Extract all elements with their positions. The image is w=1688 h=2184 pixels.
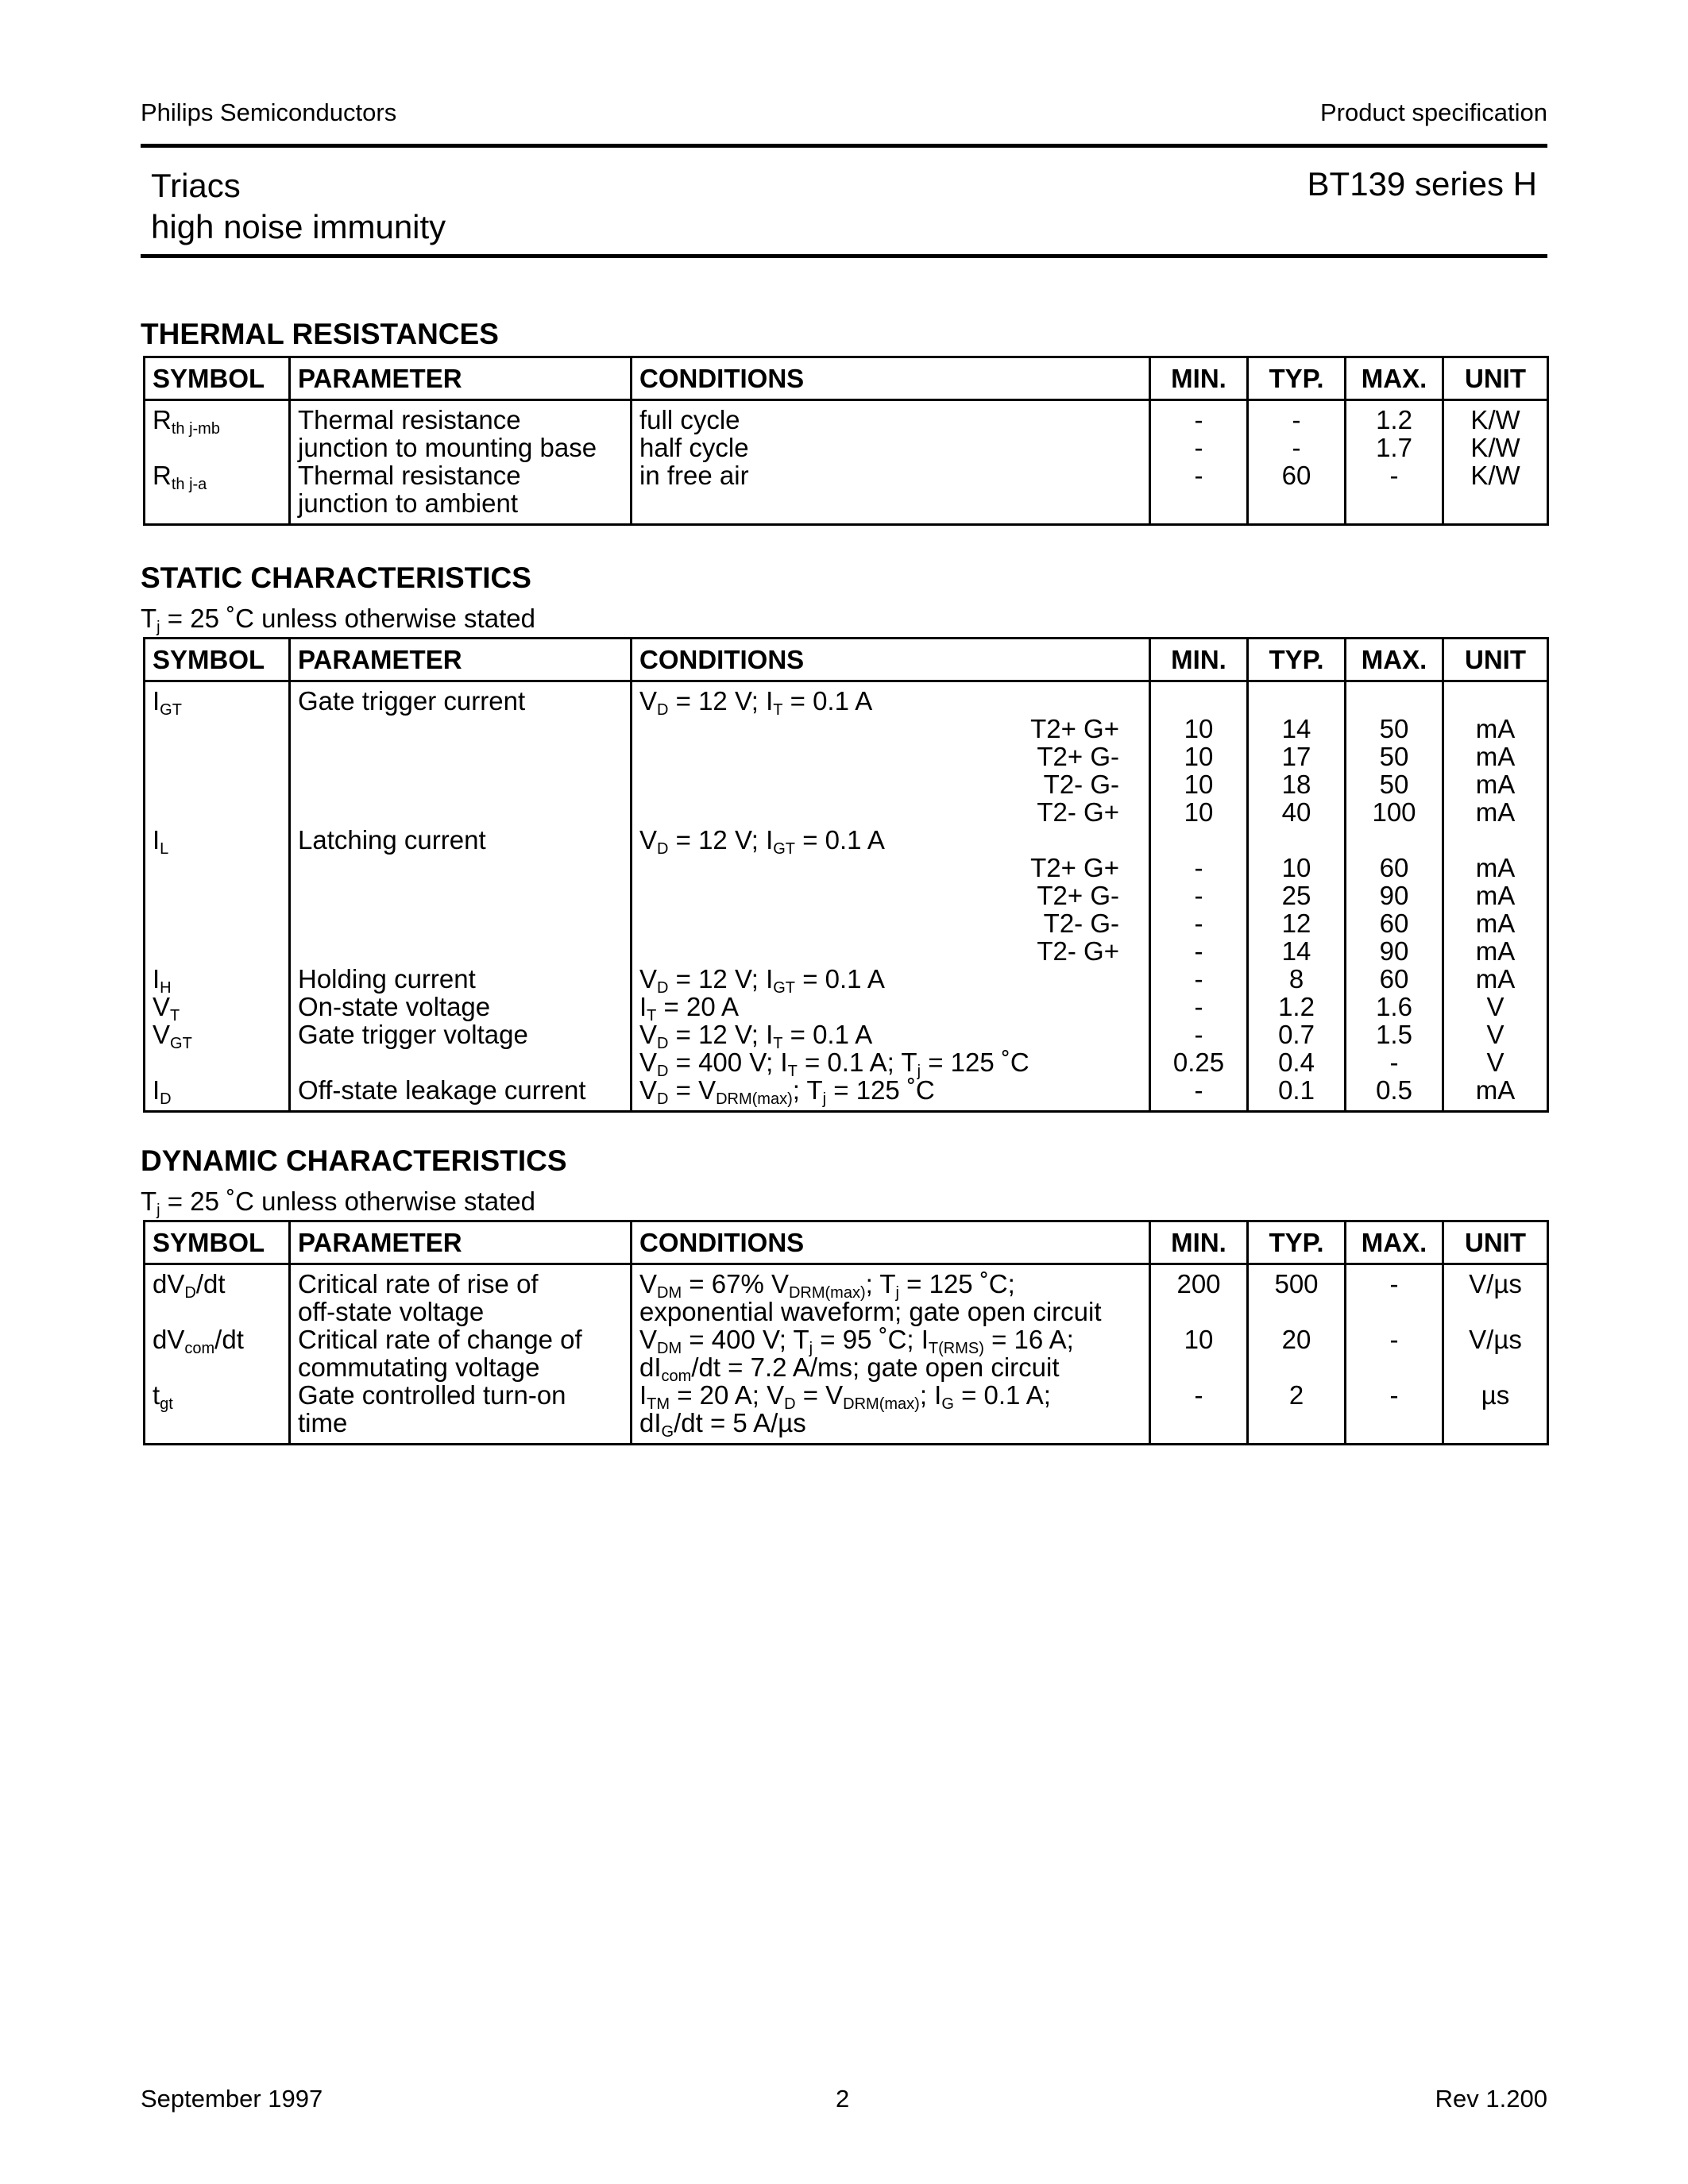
header-company: Philips Semiconductors: [141, 98, 397, 126]
typ-cell: 8: [1248, 965, 1346, 993]
typ-cell: 20: [1248, 1325, 1346, 1381]
unit-cell: mA mA mA mA: [1443, 681, 1548, 827]
unit-cell: µs: [1443, 1381, 1548, 1445]
table-row: [145, 461, 1548, 525]
symbol-cell: $I_L$: [145, 826, 290, 965]
title-line-1: Triacs: [151, 167, 241, 204]
table-row: [145, 1325, 1548, 1381]
min-cell: -: [1150, 1076, 1248, 1112]
table-row: [145, 993, 1548, 1021]
symbol-cell: $V_{GT}$: [145, 1021, 290, 1076]
conditions-cell: in free air: [632, 461, 1150, 525]
max-cell: 60: [1346, 965, 1443, 993]
symbol-cell: $V_T$: [145, 993, 290, 1021]
unit-cell: V: [1443, 993, 1548, 1021]
parameter-cell: Critical rate of change of commutating voltage: [290, 1325, 632, 1381]
parameter-cell: Gate trigger current: [290, 681, 632, 827]
thermal-table: [143, 356, 1549, 526]
symbol-cell: $dV_D/dt$: [145, 1264, 290, 1326]
col-typ: TYP.: [1248, 357, 1346, 400]
thermal-section-title: THERMAL RESISTANCES: [141, 318, 499, 350]
typ-cell: 0.1: [1248, 1076, 1346, 1112]
unit-cell: V/µs: [1443, 1325, 1548, 1381]
table-row: [145, 1264, 1548, 1326]
symbol-cell: $R_{th j-mb}$: [145, 400, 290, 462]
table-row: [145, 1381, 1548, 1445]
min-cell: -: [1150, 461, 1248, 525]
col-parameter: PARAMETER: [290, 1221, 632, 1264]
unit-cell: K/W K/W: [1443, 400, 1548, 462]
parameter-cell: On-state voltage: [290, 993, 632, 1021]
footer-page-number: 2: [836, 2085, 850, 2113]
typ-cell: 0.7 0.4: [1248, 1021, 1346, 1076]
dynamic-section-title: DYNAMIC CHARACTERISTICS: [141, 1144, 567, 1177]
col-unit: UNIT: [1443, 639, 1548, 681]
min-cell: 10: [1150, 1325, 1248, 1381]
max-cell: 0.5: [1346, 1076, 1443, 1112]
parameter-cell: Critical rate of rise of off-state voltage: [290, 1264, 632, 1326]
table-row: [145, 400, 1548, 462]
min-cell: 200: [1150, 1264, 1248, 1326]
typ-cell: 60: [1248, 461, 1346, 525]
parameter-cell: Thermal resistance junction to mounting base: [290, 400, 632, 462]
conditions-cell: $V_D = V_{DRM(max)}$; $T_j = 125$ ˚C: [632, 1076, 1150, 1112]
header-rule: [141, 144, 1547, 148]
symbol-cell: $dV_{com}/dt$: [145, 1325, 290, 1381]
typ-cell: 14 17 18 40: [1248, 681, 1346, 827]
parameter-cell: Gate controlled turn-on time: [290, 1381, 632, 1445]
table-header-row: [145, 639, 1548, 681]
title-rule: [141, 254, 1547, 258]
col-symbol: SYMBOL: [145, 639, 290, 681]
unit-cell: V V: [1443, 1021, 1548, 1076]
quadrant-list: T2+ G+ T2+ G- T2- G- T2- G+: [1030, 853, 1119, 966]
max-cell: -: [1346, 1381, 1443, 1445]
conditions-cell: $V_D = 12$ V; $I_{GT} = 0.1$ A: [632, 965, 1150, 993]
static-section-title: STATIC CHARACTERISTICS: [141, 561, 531, 594]
col-max: MAX.: [1346, 639, 1443, 681]
title-line-2: high noise immunity: [151, 208, 446, 245]
min-cell: -: [1150, 1381, 1248, 1445]
header-doc-type: Product specification: [1319, 98, 1547, 126]
typ-cell: 500: [1248, 1264, 1346, 1326]
table-header-row: [145, 1221, 1548, 1264]
col-parameter: PARAMETER: [290, 639, 632, 681]
col-min: MIN.: [1150, 357, 1248, 400]
max-cell: -: [1346, 1264, 1443, 1326]
footer-revision: Rev 1.200: [1435, 2085, 1547, 2113]
part-number: BT139 series H: [1307, 165, 1537, 203]
col-symbol: SYMBOL: [145, 1221, 290, 1264]
col-parameter: PARAMETER: [290, 357, 632, 400]
max-cell: 1.6: [1346, 993, 1443, 1021]
table-header-row: [145, 357, 1548, 400]
typ-cell: - -: [1248, 400, 1346, 462]
col-typ: TYP.: [1248, 639, 1346, 681]
table-row: [145, 1076, 1548, 1112]
symbol-cell: $t_{gt}$: [145, 1381, 290, 1445]
quadrant-list: T2+ G+ T2+ G- T2- G- T2- G+: [1030, 714, 1119, 827]
typ-cell: 2: [1248, 1381, 1346, 1445]
symbol-cell: $R_{th j-a}$: [145, 461, 290, 525]
col-typ: TYP.: [1248, 1221, 1346, 1264]
col-max: MAX.: [1346, 357, 1443, 400]
dynamic-table: [143, 1220, 1549, 1445]
max-cell: 1.5 -: [1346, 1021, 1443, 1076]
table-row: [145, 965, 1548, 993]
table-row: [145, 681, 1548, 827]
min-cell: - -: [1150, 400, 1248, 462]
max-cell: -: [1346, 461, 1443, 525]
min-cell: 10 10 10 10: [1150, 681, 1248, 827]
col-max: MAX.: [1346, 1221, 1443, 1264]
col-conditions: CONDITIONS: [632, 1221, 1150, 1264]
conditions-cell: $V_{DM} = 400$ V; $T_j = 95$ ˚C; $I_{T(RMS)} = 16$ A; $dI_{com}/dt = 7.2$ A/ms; gate open circuit: [632, 1325, 1150, 1381]
parameter-cell: Gate trigger voltage: [290, 1021, 632, 1076]
max-cell: 1.2 1.7: [1346, 400, 1443, 462]
static-table: [143, 637, 1549, 1113]
conditions-cell: $V_D = 12$ V; $I_T = 0.1$ A T2+ G+ T2+ G- T2- G- T2- G+: [632, 681, 1150, 827]
conditions-cell: $I_T = 20$ A: [632, 993, 1150, 1021]
min-cell: - - - -: [1150, 826, 1248, 965]
footer-date: September 1997: [141, 2085, 323, 2113]
static-temperature-note: $T_j = 25$ ˚C unless otherwise stated: [141, 604, 535, 636]
unit-cell: K/W: [1443, 461, 1548, 525]
parameter-cell: Thermal resistance junction to ambient: [290, 461, 632, 525]
col-symbol: SYMBOL: [145, 357, 290, 400]
dynamic-temperature-note: $T_j = 25$ ˚C unless otherwise stated: [141, 1187, 535, 1219]
col-conditions: CONDITIONS: [632, 639, 1150, 681]
table-row: [145, 1021, 1548, 1076]
col-conditions: CONDITIONS: [632, 357, 1150, 400]
col-unit: UNIT: [1443, 1221, 1548, 1264]
col-unit: UNIT: [1443, 357, 1548, 400]
typ-cell: 1.2: [1248, 993, 1346, 1021]
parameter-cell: Holding current: [290, 965, 632, 993]
symbol-cell: $I_H$: [145, 965, 290, 993]
symbol-cell: $I_{GT}$: [145, 681, 290, 827]
conditions-cell: full cycle half cycle: [632, 400, 1150, 462]
unit-cell: V/µs: [1443, 1264, 1548, 1326]
conditions-cell: $V_{DM} = 67\%$ $V_{DRM(max)}$; $T_j = 125$ ˚C; exponential waveform; gate open circuit: [632, 1264, 1150, 1326]
unit-cell: mA: [1443, 1076, 1548, 1112]
col-min: MIN.: [1150, 639, 1248, 681]
min-cell: -: [1150, 993, 1248, 1021]
max-cell: 50 50 50 100: [1346, 681, 1443, 827]
max-cell: -: [1346, 1325, 1443, 1381]
min-cell: -: [1150, 965, 1248, 993]
symbol-cell: $I_D$: [145, 1076, 290, 1112]
product-family-title: [151, 165, 446, 248]
unit-cell: mA: [1443, 965, 1548, 993]
table-row: [145, 826, 1548, 965]
conditions-cell: $V_D = 12$ V; $I_T = 0.1$ A $V_D = 400$ V; $I_T = 0.1$ A; $T_j = 125$ ˚C: [632, 1021, 1150, 1076]
max-cell: 60 90 60 90: [1346, 826, 1443, 965]
col-min: MIN.: [1150, 1221, 1248, 1264]
parameter-cell: Latching current: [290, 826, 632, 965]
unit-cell: mA mA mA mA: [1443, 826, 1548, 965]
typ-cell: 10 25 12 14: [1248, 826, 1346, 965]
min-cell: - 0.25: [1150, 1021, 1248, 1076]
conditions-cell: $I_{TM} = 20$ A; $V_D = V_{DRM(max)}$; $I_G = 0.1$ A; $dI_G/dt = 5$ A/µs: [632, 1381, 1150, 1445]
conditions-cell: $V_D = 12$ V; $I_{GT} = 0.1$ A T2+ G+ T2+ G- T2- G- T2- G+: [632, 826, 1150, 965]
parameter-cell: Off-state leakage current: [290, 1076, 632, 1112]
